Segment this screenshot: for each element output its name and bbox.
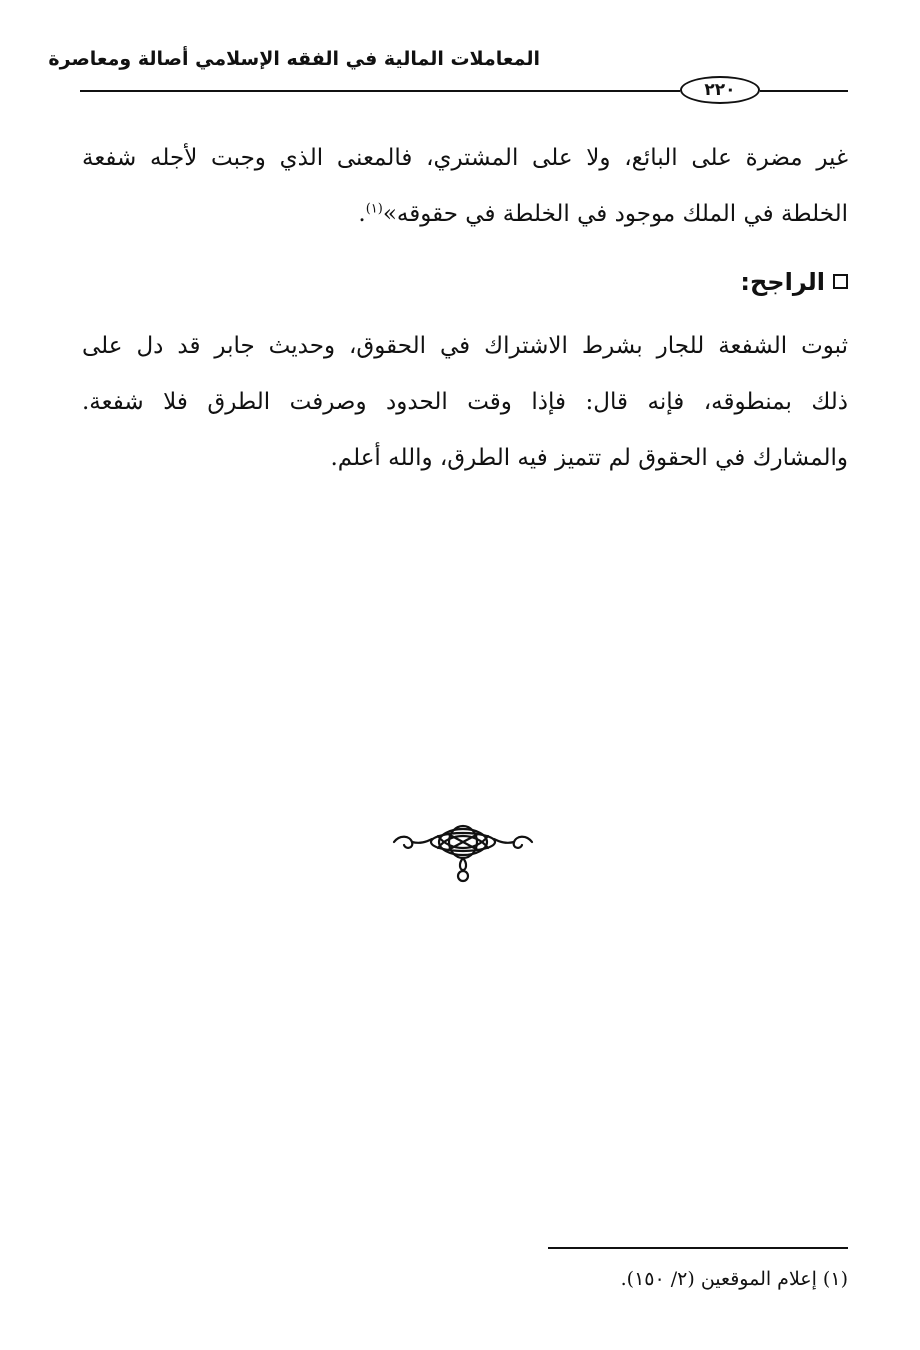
footnote-reference: (١) <box>365 201 383 217</box>
paragraph-line-with-footnote <box>82 186 848 242</box>
quote-continuation-paragraph <box>82 130 848 242</box>
section-heading <box>500 262 848 302</box>
square-bullet-icon <box>833 274 848 289</box>
footnote-separator <box>548 1247 848 1249</box>
header-rule-right <box>760 90 848 92</box>
section-heading-text: الراجح: <box>740 268 825 296</box>
paragraph-line: ذلك بمنطوقه، فإنه قال: فإذا وقت الحدود وصرفت الطرق فلا شفعة. <box>82 389 848 415</box>
paragraph-line: والمشارك في الحقوق لم تتميز فيه الطرق، والله أعلم. <box>330 445 848 471</box>
conclusion-paragraph <box>82 318 848 486</box>
running-title: المعاملات المالية في الفقه الإسلامي أصالة ومعاصرة <box>48 48 540 70</box>
paragraph-line: ثبوت الشفعة للجار بشرط الاشتراك في الحقوق، وحديث جابر قد دل على <box>82 333 848 359</box>
paragraph-line: غير مضرة على البائع، ولا على المشتري، فالمعنى الذي وجبت لأجله شفعة <box>82 145 848 171</box>
line-end-punctuation: . <box>358 201 366 227</box>
header-rule <box>80 90 680 92</box>
ornament-icon <box>390 822 536 884</box>
paragraph-line-text: الخلطة في الملك موجود في الخلطة في حقوقه» <box>382 201 848 227</box>
page-number: ٢٢٠ <box>680 76 760 104</box>
footnote: (١) إعلام الموقعين (٢/ ١٥٠). <box>620 1268 848 1290</box>
